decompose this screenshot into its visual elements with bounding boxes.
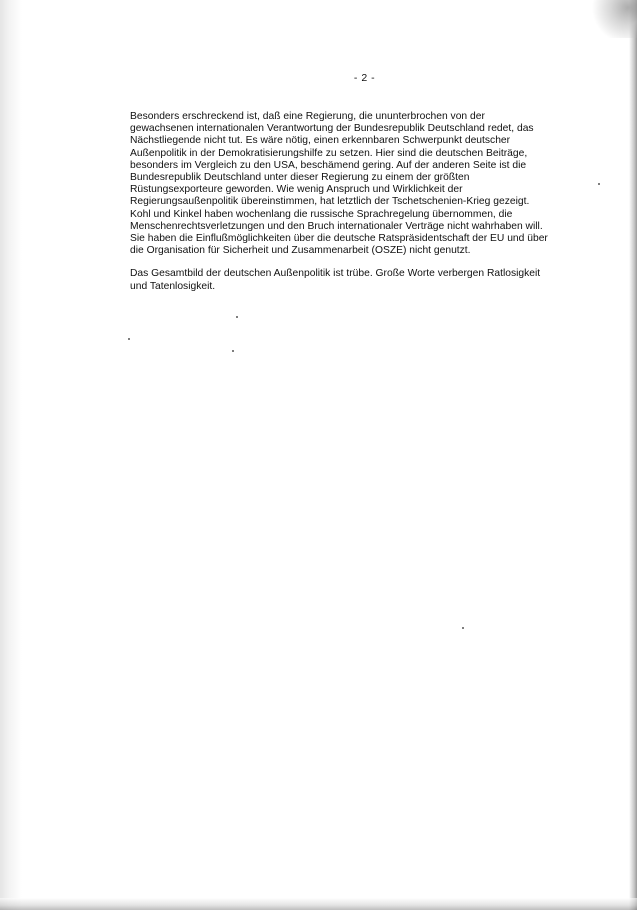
scan-speck xyxy=(236,316,238,318)
scan-speck xyxy=(128,338,130,340)
document-body xyxy=(130,111,588,293)
scan-shadow-bottom xyxy=(0,898,637,910)
corner-smudge xyxy=(591,0,637,38)
text-line: Menschenrechtsverletzungen und den Bruch internationaler Verträge nicht wahrhaben will. xyxy=(130,220,543,232)
text-line: Sie haben die Einflußmöglichkeiten über die deutsche Ratspräsidentschaft der EU und über xyxy=(130,233,548,245)
text-line: Außenpolitik in der Demokratisierungshilfe zu setzen. Hier sind die deutschen Beiträge, xyxy=(130,147,528,159)
text-line: Nächstliegende nicht tut. Es wäre nötig, einen erkennbaren Schwerpunkt deutscher xyxy=(130,135,511,147)
scan-speck xyxy=(232,350,234,352)
text-line: besonders im Vergleich zu den USA, beschämend gering. Auf der anderen Seite ist die xyxy=(130,159,527,171)
text-line: Das Gesamtbild der deutschen Außenpolitik ist trübe. Große Worte verbergen Ratlosigkeit xyxy=(130,268,541,280)
text-line: Besonders erschreckend ist, daß eine Regierung, die ununterbrochen von der xyxy=(130,111,485,122)
scan-shadow-right xyxy=(629,0,637,910)
text-line: Rüstungsexporteure geworden. Wie wenig Anspruch und Wirklichkeit der xyxy=(130,184,463,196)
text-line: Regierungsaußenpolitik übereinstimmen, hat letztlich der Tschetschenien-Krieg gezeigt. xyxy=(130,196,530,208)
scan-speck xyxy=(462,627,464,629)
scan-speck xyxy=(598,183,600,185)
text-line: und Tatenlosigkeit. xyxy=(130,280,216,292)
text-line: die Organisation für Sicherheit und Zusammenarbeit (OSZE) nicht genutzt. xyxy=(130,245,471,257)
page-number: - 2 - xyxy=(353,72,376,84)
text-line: Bundesrepublik Deutschland unter dieser Regierung zu einem der größten xyxy=(130,172,470,184)
text-line: Kohl und Kinkel haben wochenlang die russische Sprachregelung übernommen, die xyxy=(130,208,513,220)
text-line: gewachsenen internationalen Verantwortung der Bundesrepublik Deutschland redet, das xyxy=(130,123,534,135)
scan-shadow-left xyxy=(0,0,22,910)
paragraph-1 xyxy=(130,111,588,257)
paragraph-2 xyxy=(130,268,588,292)
